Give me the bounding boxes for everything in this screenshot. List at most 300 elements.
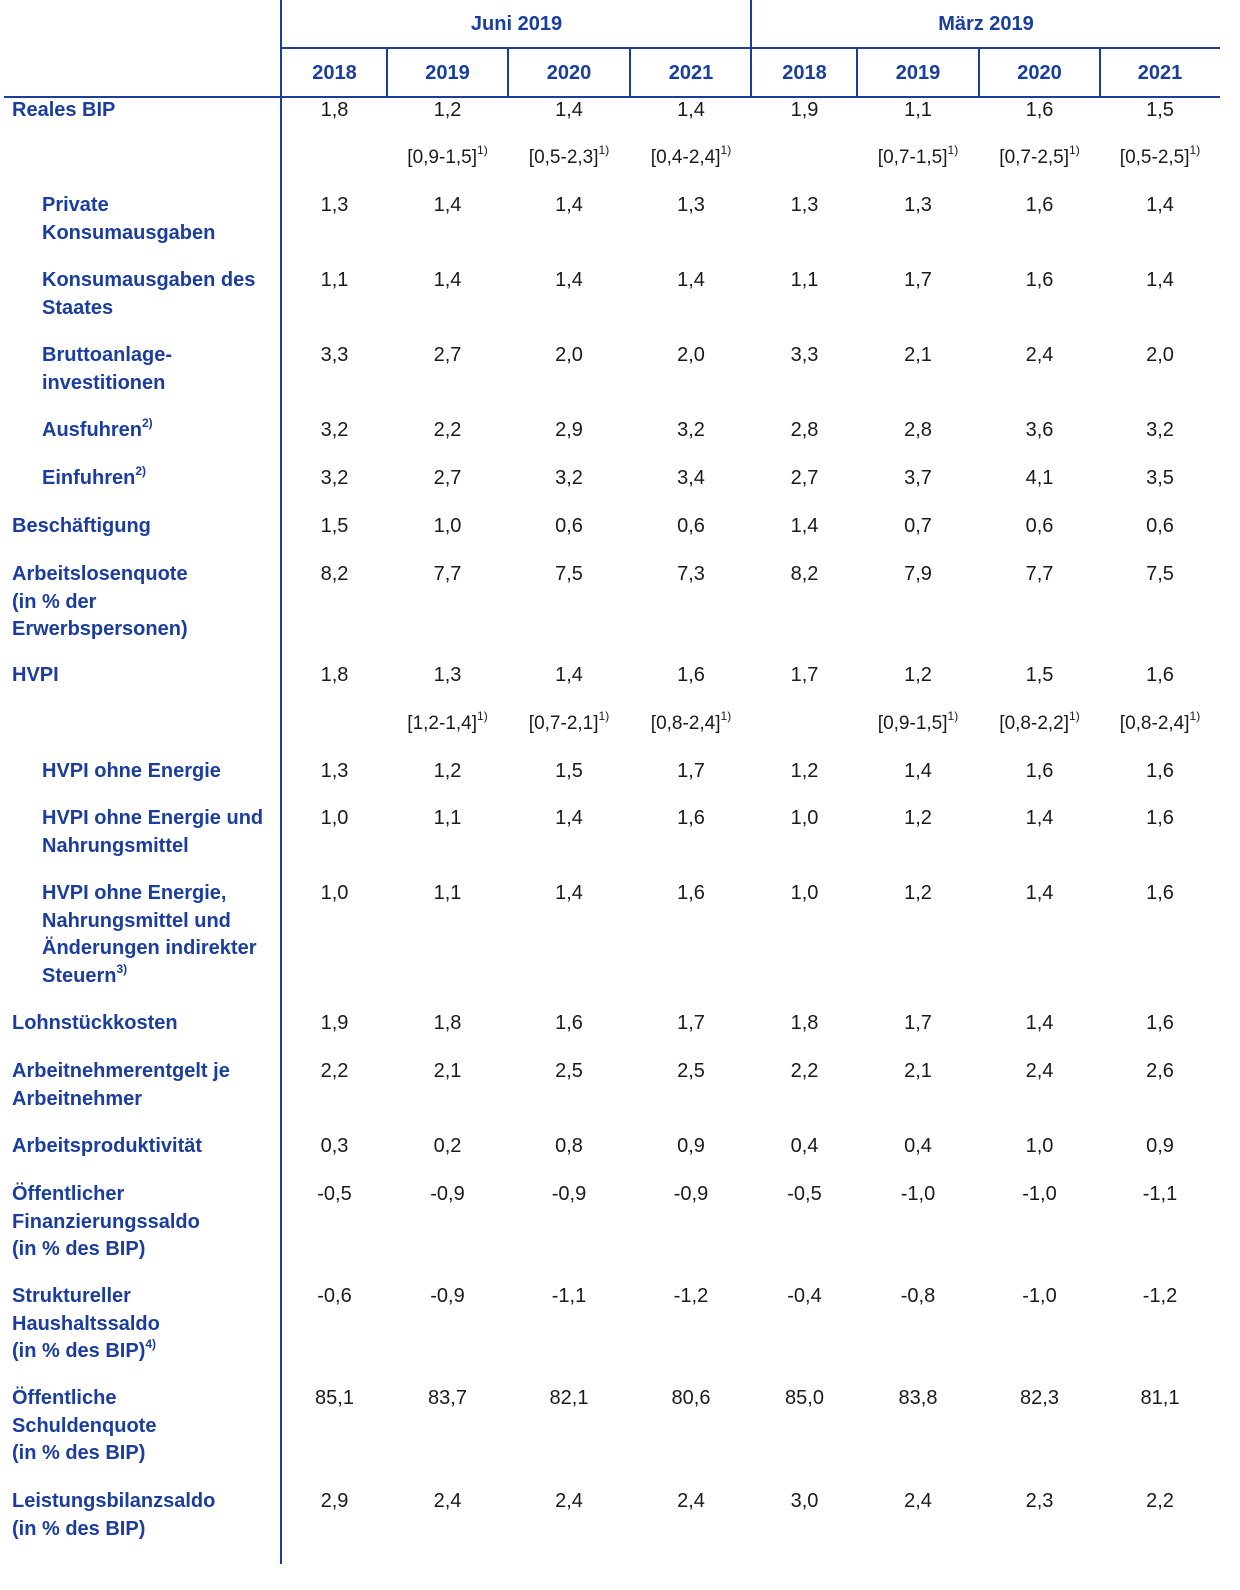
value-cell: 1,6 xyxy=(555,1012,583,1034)
header-group-maerz: März 2019 xyxy=(938,12,1034,35)
value-cell: 1,3 xyxy=(320,194,349,216)
value-cell: 7,7 xyxy=(1025,563,1054,585)
row-label xyxy=(12,513,274,541)
row-label-text: Steuern xyxy=(42,964,117,987)
row-label-line xyxy=(12,1181,274,1209)
value-cell: 0,4 xyxy=(904,1135,932,1157)
range-cell xyxy=(630,710,752,737)
value-cell: 2,8 xyxy=(904,419,932,441)
row-label-line xyxy=(12,616,274,644)
value-cell: 81,1 xyxy=(1140,1387,1180,1409)
row-label-text: Nahrungsmittel und xyxy=(42,909,231,932)
value-cell: 1,4 xyxy=(555,882,583,904)
row-label-text: Haushaltssaldo xyxy=(12,1312,160,1335)
value-cell: 2,1 xyxy=(904,344,932,366)
range-text: [0,8-2,4] xyxy=(650,713,721,734)
row-label-text: Arbeitsproduktivität xyxy=(12,1135,203,1157)
row-label-line xyxy=(42,267,304,295)
row-label xyxy=(42,417,304,445)
value-cell: -0,4 xyxy=(787,1285,822,1307)
value-cell: 1,5 xyxy=(1146,99,1174,121)
row-label-line xyxy=(42,192,304,220)
header-year-2020: 2020 xyxy=(546,61,592,84)
value-cell: 1,3 xyxy=(433,664,462,686)
footnote-marker: 1) xyxy=(1189,143,1201,157)
header-year-2018: 2018 xyxy=(782,61,827,84)
footnote-marker: 1) xyxy=(477,709,488,723)
value-cell: 0,7 xyxy=(904,515,932,537)
row-label-text: Nahrungsmittel xyxy=(42,834,189,857)
range-cell xyxy=(979,144,1100,171)
row-label-text: Leistungsbilanzsaldo xyxy=(12,1490,216,1512)
value-cell: 2,5 xyxy=(555,1060,583,1082)
row-label-line xyxy=(42,935,304,963)
footnote-marker: 1) xyxy=(598,143,610,157)
row-label-text: Öffentlicher xyxy=(12,1183,125,1205)
year-divider-line xyxy=(978,48,980,97)
group-divider-line xyxy=(750,0,752,97)
row-label-text: investitionen xyxy=(42,371,166,394)
row-label-line xyxy=(12,1086,274,1114)
value-cell: 8,2 xyxy=(790,563,819,585)
range-cell xyxy=(630,144,752,171)
value-cell: 1,0 xyxy=(320,807,349,829)
year-divider-line xyxy=(1099,48,1101,97)
row-label xyxy=(42,267,304,322)
value-cell: 85,0 xyxy=(785,1387,824,1409)
value-cell: 1,4 xyxy=(790,515,819,537)
value-cell: 0,9 xyxy=(1146,1135,1174,1157)
value-cell: 2,0 xyxy=(1146,344,1174,366)
value-cell: 1,7 xyxy=(677,760,705,782)
value-cell: 82,3 xyxy=(1020,1387,1059,1409)
value-cell: 1,4 xyxy=(677,99,705,121)
label-column-border xyxy=(280,0,282,1564)
row-label-line xyxy=(42,963,304,991)
range-text: [0,9-1,5] xyxy=(877,713,948,734)
value-cell: 1,2 xyxy=(790,760,819,782)
value-cell: 1,4 xyxy=(555,269,583,291)
value-cell: 1,6 xyxy=(1146,882,1174,904)
value-cell: 3,2 xyxy=(555,467,583,489)
row-label-text: Arbeitslosenquote xyxy=(12,563,188,585)
footnote-marker: 1) xyxy=(947,709,959,723)
value-cell: 2,0 xyxy=(677,344,705,366)
value-cell: 7,3 xyxy=(677,563,705,585)
value-cell: 0,6 xyxy=(555,515,583,537)
value-cell: -1,2 xyxy=(1142,1285,1178,1307)
value-cell: 0,8 xyxy=(555,1135,583,1157)
row-label xyxy=(42,192,304,247)
row-label-text: Beschäftigung xyxy=(12,515,151,537)
range-text: [0,8-2,4] xyxy=(1119,713,1190,734)
range-cell xyxy=(1100,710,1220,737)
header-year-2021: 2021 xyxy=(668,61,714,84)
value-cell: 1,4 xyxy=(677,269,705,291)
range-cell xyxy=(857,710,979,737)
row-label-text: Reales BIP xyxy=(12,99,116,121)
value-cell: 0,6 xyxy=(677,515,705,537)
range-text: [1,2-1,4] xyxy=(407,713,478,734)
row-label-text: (in % des BIP) xyxy=(12,1517,146,1540)
value-cell: 2,7 xyxy=(433,467,462,489)
value-cell: 1,3 xyxy=(320,760,349,782)
value-cell: -1,0 xyxy=(1022,1183,1057,1205)
value-cell: -0,6 xyxy=(317,1285,352,1307)
value-cell: 1,8 xyxy=(790,1012,819,1034)
range-cell xyxy=(979,710,1100,737)
row-label xyxy=(12,662,274,690)
value-cell: 2,2 xyxy=(790,1060,819,1082)
value-cell: 1,6 xyxy=(1146,1012,1174,1034)
row-label-line xyxy=(12,561,274,589)
value-cell: 1,3 xyxy=(904,194,932,216)
range-text: [0,9-1,5] xyxy=(407,147,478,168)
row-label-line xyxy=(12,1010,274,1038)
footnote-marker: 1) xyxy=(598,709,610,723)
value-cell: 2,2 xyxy=(320,1060,349,1082)
value-cell: 0,6 xyxy=(1146,515,1174,537)
row-label-text: (in % des BIP) xyxy=(12,1340,146,1362)
row-label-line xyxy=(42,833,304,861)
value-cell: 2,9 xyxy=(320,1490,349,1512)
header-bottom-line xyxy=(4,96,1220,98)
row-label-text: Struktureller xyxy=(12,1285,131,1307)
row-label xyxy=(12,1133,274,1161)
range-text: [0,4-2,4] xyxy=(650,147,721,168)
footnote-marker: 2) xyxy=(135,464,147,478)
value-cell: 1,7 xyxy=(790,664,819,686)
row-label xyxy=(42,805,304,860)
value-cell: 1,3 xyxy=(790,194,819,216)
value-cell: 7,9 xyxy=(904,563,932,585)
value-cell: 3,2 xyxy=(320,467,349,489)
value-cell: -0,5 xyxy=(317,1183,352,1205)
value-cell: 1,2 xyxy=(433,99,462,121)
value-cell: 1,1 xyxy=(904,99,932,121)
row-label-line xyxy=(42,417,304,445)
value-cell: 3,2 xyxy=(1146,419,1174,441)
value-cell: 1,1 xyxy=(320,269,349,291)
value-cell: 1,2 xyxy=(904,882,932,904)
range-text: [0,7-2,5] xyxy=(999,147,1070,168)
header-year-2020: 2020 xyxy=(1017,61,1062,84)
value-cell: 3,2 xyxy=(320,419,349,441)
value-cell: 1,0 xyxy=(433,515,462,537)
row-label-text: Einfuhren xyxy=(42,467,136,489)
row-label-line xyxy=(12,1338,274,1366)
value-cell: 2,4 xyxy=(677,1490,705,1512)
row-label-line xyxy=(12,1440,274,1468)
row-label-text: Arbeitnehmer xyxy=(12,1087,143,1110)
value-cell: 1,1 xyxy=(433,807,462,829)
value-cell: 1,0 xyxy=(790,882,819,904)
value-cell: 1,4 xyxy=(555,807,583,829)
value-cell: 2,3 xyxy=(1025,1490,1054,1512)
value-cell: 80,6 xyxy=(671,1387,711,1409)
range-text: [0,8-2,2] xyxy=(999,713,1070,734)
row-label-line xyxy=(42,295,304,323)
value-cell: 2,1 xyxy=(433,1060,462,1082)
row-label-line xyxy=(12,1516,274,1544)
value-cell: 3,0 xyxy=(790,1490,819,1512)
row-label-line xyxy=(12,1283,274,1311)
footnote-marker: 1) xyxy=(1069,709,1080,723)
row-label-line xyxy=(12,1058,274,1086)
row-label-text: HVPI ohne Energie, xyxy=(42,882,227,904)
value-cell: 1,9 xyxy=(790,99,819,121)
value-cell: 83,7 xyxy=(428,1387,467,1409)
range-cell xyxy=(1100,144,1220,171)
value-cell: 82,1 xyxy=(549,1387,589,1409)
value-cell: 3,3 xyxy=(320,344,349,366)
value-cell: 2,6 xyxy=(1146,1060,1174,1082)
row-label-text: HVPI ohne Energie und xyxy=(42,807,264,829)
row-label-line xyxy=(12,97,274,125)
footnote-marker: 1) xyxy=(1189,709,1201,723)
value-cell: 1,6 xyxy=(1025,99,1054,121)
value-cell: 2,7 xyxy=(433,344,462,366)
row-label-line xyxy=(42,758,304,786)
row-label-text: HVPI ohne Energie xyxy=(42,760,221,782)
footnote-marker: 3) xyxy=(116,961,128,976)
header-year-2021: 2021 xyxy=(1137,61,1183,84)
year-divider-line xyxy=(856,48,858,97)
row-label-text: Arbeitnehmerentgelt je xyxy=(12,1060,230,1082)
value-cell: 1,6 xyxy=(677,807,705,829)
row-label-line xyxy=(42,880,304,908)
row-label-text: (in % des BIP) xyxy=(12,1238,146,1260)
value-cell: 1,4 xyxy=(1025,1012,1054,1034)
value-cell: 1,4 xyxy=(555,194,583,216)
range-cell xyxy=(387,710,508,737)
row-label-text: HVPI xyxy=(12,664,59,686)
footnote-marker: 1) xyxy=(477,143,488,157)
header-year-2019: 2019 xyxy=(425,61,470,84)
value-cell: 3,5 xyxy=(1146,467,1174,489)
value-cell: 1,4 xyxy=(1146,269,1174,291)
value-cell: 1,0 xyxy=(1025,1135,1054,1157)
value-cell: 2,4 xyxy=(433,1490,462,1512)
value-cell: 1,5 xyxy=(1025,664,1054,686)
value-cell: 1,2 xyxy=(433,760,462,782)
value-cell: 2,5 xyxy=(677,1060,705,1082)
value-cell: 3,3 xyxy=(790,344,819,366)
value-cell: -0,9 xyxy=(430,1183,465,1205)
value-cell: -1,1 xyxy=(1142,1183,1178,1205)
row-label-text: Ausfuhren xyxy=(42,419,142,441)
value-cell: -0,9 xyxy=(673,1183,709,1205)
row-label-line xyxy=(42,342,304,370)
value-cell: 1,1 xyxy=(433,882,462,904)
row-label-line xyxy=(42,220,304,248)
range-cell xyxy=(387,144,508,171)
value-cell: 1,8 xyxy=(320,664,349,686)
value-cell: 4,1 xyxy=(1025,467,1054,489)
value-cell: 7,7 xyxy=(433,563,462,585)
value-cell: 1,3 xyxy=(677,194,705,216)
range-cell xyxy=(857,144,979,171)
value-cell: -0,9 xyxy=(551,1183,587,1205)
value-cell: -1,2 xyxy=(673,1285,709,1307)
row-label xyxy=(12,1283,274,1366)
value-cell: 0,9 xyxy=(677,1135,705,1157)
row-label-line xyxy=(12,1385,274,1413)
value-cell: 1,2 xyxy=(904,664,932,686)
row-label xyxy=(42,465,304,493)
row-label-text: Bruttoanlage- xyxy=(42,344,172,366)
row-label xyxy=(42,758,304,786)
value-cell: 1,5 xyxy=(555,760,583,782)
year-divider-line xyxy=(629,48,631,97)
value-cell: 0,3 xyxy=(320,1135,349,1157)
value-cell: 1,4 xyxy=(1146,194,1174,216)
range-text: [0,5-2,3] xyxy=(528,147,599,168)
row-label xyxy=(12,561,274,644)
row-label-text: Private xyxy=(42,194,109,216)
header-group-juni: Juni 2019 xyxy=(470,12,563,35)
footnote-marker: 4) xyxy=(145,1337,157,1351)
year-divider-line xyxy=(386,48,388,97)
value-cell: 1,4 xyxy=(555,99,583,121)
value-cell: 0,6 xyxy=(1025,515,1054,537)
value-cell: 2,4 xyxy=(904,1490,932,1512)
value-cell: 1,6 xyxy=(1146,760,1174,782)
row-label-text: Erwerbspersonen) xyxy=(12,618,188,640)
value-cell: 1,6 xyxy=(1146,664,1174,686)
value-cell: 1,4 xyxy=(1025,807,1054,829)
value-cell: -1,0 xyxy=(900,1183,936,1205)
value-cell: 1,8 xyxy=(320,99,349,121)
value-cell: 1,4 xyxy=(433,269,462,291)
footnote-marker: 1) xyxy=(720,709,732,723)
value-cell: -0,5 xyxy=(787,1183,822,1205)
row-label xyxy=(42,342,304,397)
value-cell: 2,4 xyxy=(555,1490,583,1512)
row-label-line xyxy=(12,1133,274,1161)
value-cell: 83,8 xyxy=(898,1387,938,1409)
value-cell: 1,0 xyxy=(320,882,349,904)
value-cell: 1,4 xyxy=(1025,882,1054,904)
value-cell: 2,8 xyxy=(790,419,819,441)
row-label-line xyxy=(12,1209,274,1237)
header-year-2019: 2019 xyxy=(895,61,941,84)
value-cell: 3,4 xyxy=(677,467,705,489)
value-cell: 1,4 xyxy=(904,760,932,782)
row-label-line xyxy=(12,1488,274,1516)
value-cell: 1,6 xyxy=(1146,807,1174,829)
range-text: [0,5-2,5] xyxy=(1119,147,1190,168)
value-cell: 1,6 xyxy=(677,664,705,686)
row-label-line xyxy=(42,908,304,936)
value-cell: 1,6 xyxy=(1025,194,1054,216)
range-cell xyxy=(508,710,630,737)
footnote-marker: 1) xyxy=(947,143,959,157)
value-cell: 2,4 xyxy=(1025,344,1054,366)
row-label-line xyxy=(12,513,274,541)
row-label-line xyxy=(42,805,304,833)
row-label-text: (in % der xyxy=(12,590,97,613)
row-label-text: Finanzierungssaldo xyxy=(12,1210,200,1233)
value-cell: 1,1 xyxy=(790,269,819,291)
footnote-marker: 1) xyxy=(720,143,732,157)
value-cell: 3,6 xyxy=(1025,419,1054,441)
value-cell: 1,6 xyxy=(677,882,705,904)
row-label xyxy=(12,1181,274,1264)
value-cell: 2,7 xyxy=(790,467,819,489)
row-label-line xyxy=(12,1311,274,1339)
row-label-text: Änderungen indirekter xyxy=(42,937,257,959)
value-cell: 1,7 xyxy=(904,1012,932,1034)
range-cell xyxy=(508,144,630,171)
value-cell: 0,2 xyxy=(433,1135,462,1157)
year-divider-line xyxy=(507,48,509,97)
value-cell: 1,2 xyxy=(904,807,932,829)
row-label-text: Lohnstückkosten xyxy=(12,1012,178,1034)
value-cell: 1,5 xyxy=(320,515,349,537)
value-cell: 1,7 xyxy=(904,269,932,291)
row-label-text: (in % des BIP) xyxy=(12,1442,146,1464)
value-cell: 2,4 xyxy=(1025,1060,1054,1082)
row-label-line xyxy=(12,589,274,617)
footnote-marker: 2) xyxy=(142,416,153,430)
value-cell: 1,6 xyxy=(1025,760,1054,782)
range-text: [0,7-2,1] xyxy=(528,713,599,734)
value-cell: 2,2 xyxy=(1146,1490,1174,1512)
value-cell: 2,0 xyxy=(555,344,583,366)
range-text: [0,7-1,5] xyxy=(877,147,948,168)
row-label-line xyxy=(42,370,304,398)
value-cell: 1,8 xyxy=(433,1012,462,1034)
footnote-marker: 1) xyxy=(1069,143,1080,157)
value-cell: 2,2 xyxy=(433,419,462,441)
row-label-text: Staates xyxy=(42,296,114,319)
value-cell: 7,5 xyxy=(1146,563,1174,585)
value-cell: 2,9 xyxy=(555,419,583,441)
value-cell: 8,2 xyxy=(320,563,349,585)
value-cell: 1,4 xyxy=(433,194,462,216)
row-label xyxy=(12,1058,274,1113)
value-cell: -0,8 xyxy=(900,1285,936,1307)
row-label xyxy=(12,97,274,125)
row-label-line xyxy=(12,662,274,690)
row-label xyxy=(12,1385,274,1468)
value-cell: -0,9 xyxy=(430,1285,465,1307)
value-cell: 1,6 xyxy=(1025,269,1054,291)
row-label-text: Konsumausgaben des xyxy=(42,269,256,291)
row-label-text: Schuldenquote xyxy=(12,1414,157,1437)
value-cell: 1,7 xyxy=(677,1012,705,1034)
header-year-2018: 2018 xyxy=(312,61,357,84)
value-cell: 3,7 xyxy=(904,467,932,489)
value-cell: -1,1 xyxy=(551,1285,587,1307)
value-cell: 1,0 xyxy=(790,807,819,829)
row-label xyxy=(42,880,304,990)
value-cell: -1,0 xyxy=(1022,1285,1057,1307)
value-cell: 7,5 xyxy=(555,563,583,585)
row-label-text: Konsumausgaben xyxy=(42,221,216,244)
value-cell: 0,4 xyxy=(790,1135,819,1157)
value-cell: 85,1 xyxy=(315,1387,354,1409)
row-label-line xyxy=(12,1413,274,1441)
row-label-line xyxy=(12,1236,274,1264)
row-label-line xyxy=(42,465,304,493)
value-cell: 2,1 xyxy=(904,1060,932,1082)
value-cell: 3,2 xyxy=(677,419,705,441)
value-cell: 1,9 xyxy=(320,1012,349,1034)
value-cell: 1,4 xyxy=(555,664,583,686)
row-label-text: Öffentliche xyxy=(12,1387,117,1409)
